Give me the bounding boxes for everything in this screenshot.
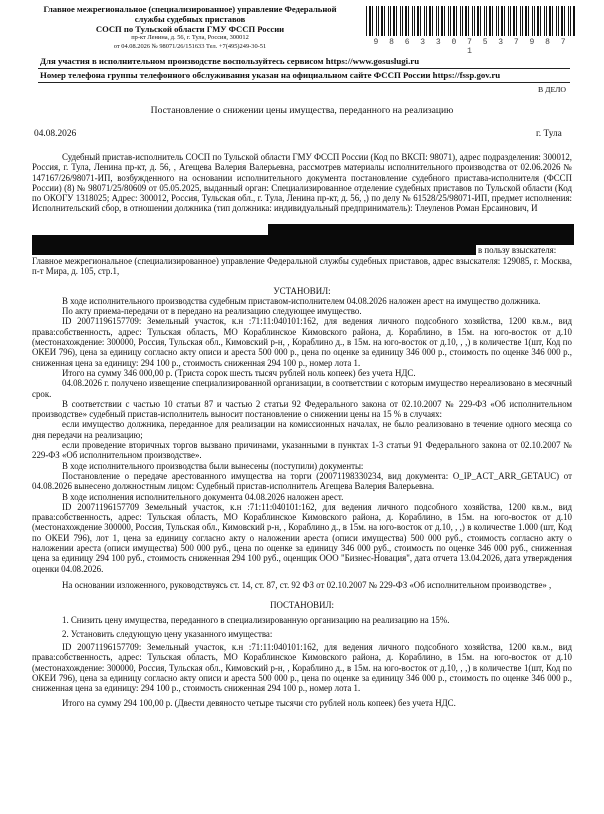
- issuer-header: [40, 5, 340, 51]
- body-main: [32, 256, 572, 708]
- barcode-number: 9 8 6 3 3 0 7 5 3 7 9 8 7 1: [373, 38, 569, 56]
- org-name-line2: службы судебных приставов: [134, 13, 246, 24]
- ust-paragraph-3: 04.08.2026 г. получено извещение специализированной организации, в соответствии с которым имущество нереализовано в месячный срок.: [32, 378, 572, 399]
- property-description-2: ID 20071196157709 Земельный участок, к.н :71:11:040101:162, для ведения личного подсобного хозяйства, 1200 кв.м., вид права:собственность, адрес: Тульская область, МО Кораблинское Кимовского района, д. Кораблино, в 15м. на юго-восток от д.10 (местонахождение 300000, Россия, Тульская обл., Кимовский р-н, , Кораблино д., в 15м. на юго-восток от д.10, , ,) в количестве 1.000 (шт, Код по ОКЕИ 796), лот 1, цена за единицу согласно акту о наложении ареста (описи имущества) 500 000 руб., стоимость согласно акту о наложении ареста (описи имущества) 500 000 руб., цена по оценке за единицу 346 000 руб., стоимость по оценке 346 000 руб., сниженная цена за единицу 294 100 руб., стоимость сниженная 294 100 руб., оценщик ООО "Бизнес-Новация", дата отчета 13.04.2026, дата утверждения оценки 04.08.2026.: [32, 501, 572, 574]
- ust-paragraph-5: если имущество должника, переданное для реализации на комиссионных началах, не было реализовано в течение одного месяца со дня передачи на реализацию;: [32, 419, 572, 440]
- post-item-1: 1. Снизить цену имущества, переданного в специализированную организацию на реализацию на 15%.: [62, 614, 450, 625]
- divider: [38, 68, 570, 69]
- ust-paragraph-4: В соответствии с частью 10 статьи 87 и частью 2 статьи 92 Федерального закона от 02.10.2007 № 229-ФЗ «Об исполнительном производстве» судебный пристав-исполнитель выносит постановление о снижении цены на 15 % в случаях:: [32, 398, 572, 420]
- document-title: Постановление о снижении цены имущества, переданного на реализацию: [150, 105, 454, 116]
- redaction-bar: [32, 245, 476, 255]
- redaction-bar: [268, 224, 574, 235]
- org-name-line3: СОСП по Тульской области ГМУ ФССП России: [95, 23, 285, 34]
- claimant-paragraph: Главное межрегиональное (специализированное) управление Федеральной службы судебных приставов, адрес взыскателя: 129085, г. Москва, п-т Мира, д. 105, стр.1,: [32, 256, 572, 277]
- document-city: г. Тула: [536, 129, 562, 139]
- document-date: 04.08.2026: [34, 129, 77, 139]
- total-sum-1: Итого на сумму 346 000,00 р. (Триста сорок шесть тысяч рублей ноль копеек) без учета НДС.: [62, 367, 416, 378]
- org-address: пр-кт Ленина, д. 56, г. Тула, Россия, 300012: [131, 34, 249, 42]
- ustanovil-heading: УСТАНОВИЛ:: [273, 285, 331, 296]
- body-intro: [32, 152, 572, 214]
- ust-paragraph-9: В ходе исполнения исполнительного документа 04.08.2026 наложен арест.: [62, 491, 344, 502]
- doc-reference: от 04.08.2026 № 98071/26/151633 Тел. +7(495)249-30-51: [113, 42, 267, 50]
- postanovil-heading: ПОСТАНОВИЛ:: [270, 600, 334, 611]
- org-name-line1: Главное межрегиональное (специализированное) управление Федеральной: [43, 4, 337, 14]
- property-description-1: ID 20071196157709: Земельный участок, к.н :71:11:040101:162, для ведения личного подсобного хозяйства, 1200 кв.м., вид права:собственность, адрес: Тульская область, МО Кораблинское Кимовского района, д. Кораблино, в 15м. на юго-восток от д.10 (местонахождение: 300000, Россия, Тульская обл., Кимовский р-н, , Кораблино д., в 15м. на юго-восток от д.10, , ,) в количестве 1(шт, Код по ОКЕИ 796), цена за единицу согласно акту описи и ареста 500 000 р., цена по оценке за единицу 346 000 р., стоимость по оценке 346 000 р., сниженная цена за единицу: 294 100 р., стоимость сниженная 294 100 р., номер лота 1.: [32, 316, 572, 368]
- basis-paragraph: На основании изложенного, руководствуясь ст. 14, ст. 87, ст. 92 ФЗ от 02.10.2007 № 229-ФЗ «Об исполнительном производстве» ,: [62, 579, 552, 590]
- post-item-2: 2. Установить следующую цену указанного имущества:: [62, 628, 273, 639]
- property-description-3: ID 20071196157709: Земельный участок, к.н :71:11:040101:162, для ведения личного подсобного хозяйства, 1200 кв.м., вид права:собственность, адрес: Тульская область, МО Кораблинское Кимовского района, д. Кораблино, в 15м. на юго-восток от д.10 (местонахождение: 300000, Россия, Тульская обл., Кимовский р-н, , Кораблино д., в 15м. на юго-восток от д.10, , ,) в количестве 1(шт, Код по ОКЕИ 796), цена за единицу согласно акту описи и ареста 500 000 р., цена по оценке за единицу 346 000 р., стоимость по оценке 346 000 р., сниженная цена за единицу: 294 100 р., стоимость сниженная 294 100 р., номер лота 1.: [32, 642, 572, 694]
- ust-paragraph-2: По акту приема-передачи от в передано на реализацию следующее имущество.: [62, 306, 362, 317]
- barcode-image: [366, 6, 576, 36]
- v-delo-mark: В ДЕЛО: [538, 85, 567, 94]
- redaction-bar: [32, 235, 574, 245]
- divider: [38, 82, 570, 83]
- ust-paragraph-6: если проведение вторичных торгов вызвано причинами, указанными в пунктах 1-3 статьи 91 Федерального закона от 02.10.2007 № 229-ФЗ «Об исполнительном производстве».: [32, 440, 572, 461]
- ust-paragraph-1: В ходе исполнительного производства судебным приставом-исполнителем 04.08.2026 наложен арест на имущество должника.: [62, 295, 541, 306]
- phone-notice: Номер телефона группы телефонного обслуживания указан на официальном сайте ФССП России https://fssp.gov.ru: [40, 70, 501, 80]
- ust-paragraph-8: Постановление о передаче арестованного имущества на торги (20071198330234, вид документа: O_IP_ACT_ARR_GETAUC) от 04.08.2026 вынесено должностным лицом: Судебный пристав-исполнитель Агещева Валерия Валерьевна.: [32, 470, 572, 492]
- ust-paragraph-7: В ходе исполнительного производства были вынесены (поступили) документы:: [62, 460, 364, 471]
- total-sum-2: Итого на сумму 294 100,00 р. (Двести девяносто четыре тысячи сто рублей ноль копеек) без учета НДС.: [62, 697, 456, 708]
- intro-paragraph: Судебный пристав-исполнитель СОСП по Тульской области ГМУ ФССП России (Код по ВКСП: 98071), адрес подразделения: 300012, Россия, г. Тула, Ленина пр-кт, д. 56, , Агещева Валерия Валерьевна, рассмотрев материалы исполнительного производства от 02.06.2026 № 147167/26/98071-ИП, возбужденного на основании исполнительного документа постановление судебного пристава-исполнителя (ФССП России) (8) № 98071/25/80609 от 05.05.2025, выданный орган: Специализированное отделение судебных приставов по Тульской области (Код по ОКОГУ 1318025; Адрес: 300012, Россия, Тульская обл., г. Тула, Ленина пр-кт, д. 56, ,) по делу № 61528/25/98071-ИП, предмет исполнения: Исполнительский сбор, в отношении должника (тип должника: индивидуальный предприниматель): Тлеуленов Роман Ерсаинович, И: [32, 152, 572, 214]
- claimant-tail: в пользу взыскателя:: [478, 245, 557, 255]
- gosuslugi-notice: Для участия в исполнительном производстве воспользуйтесь сервисом https://www.gosuslugi.ru: [40, 56, 420, 66]
